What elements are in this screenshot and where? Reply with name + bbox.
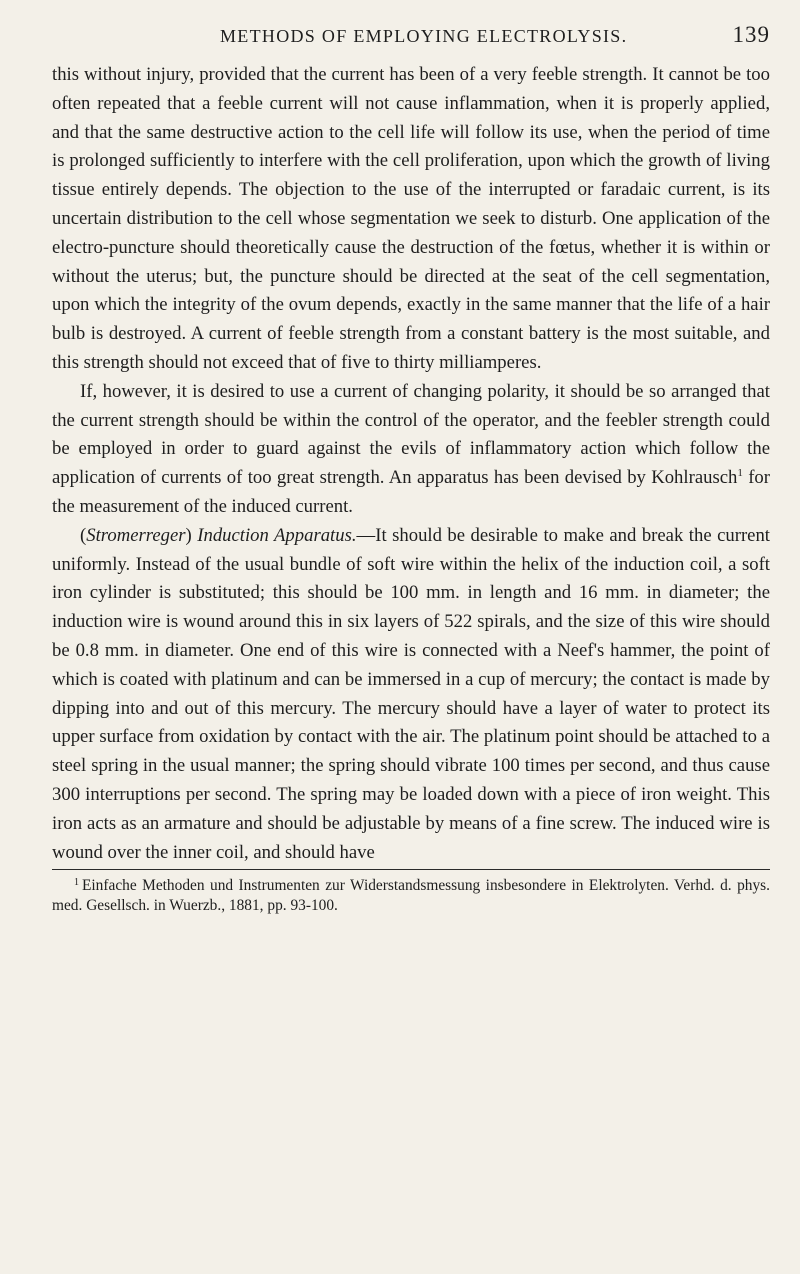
paragraph-3: (Stromerreger) Induction Apparatus.—It should be desirable to make and break the current uniformly. Instead of the usual bundle of soft wire within the helix of the induction coil, a soft iron cylinder is substituted; this should be 100 mm. in length and 16 mm. in diameter; the induction wire is wound around this in six layers of 522 spirals, and the size of this wire should be 0.8 mm. in diameter. One end of this wire is connected with a Neef's hammer, the point of which is coated with platinum and can be immersed in a cup of mercury; the contact is made by dipping into and out of this mercury. The mercury should have a layer of water to protect its upper surface from oxidation by contact with the air. The platinum point should be attached to a steel spring in the usual manner; the spring should vibrate 100 times per second, and thus cause 300 interruptions per second. The spring may be loaded down with a piece of iron weight. This iron acts as an armature and should be adjustable by means of a fine screw. The induced wire is wound over the inner coil, and should have [52,524,771,863]
body-text [52,61,770,867]
paragraph-1 [52,61,770,378]
paragraph-1-text: this without injury, provided that the current has been of a very feeble strength. It cannot be too often repeated that a feeble current will not cause inflammation, when it is properly applied, and that the same destructive action to the cell life will follow its use, when the period of time is prolonged sufficiently to interfere with the cell proliferation, upon which the growth of living tissue entirely depends. The objection to the use of the interrupted or faradaic current, is its uncertain distribution to the cell whose segmentation we seek to disturb. One application of the electro-puncture should theoretically cause the destruction of the fœtus, whether it is within or without the uterus; but, the puncture should be directed at the seat of the cell segmentation, upon which the integrity of the ovum depends, exactly in the same manner that the life of a hair bulb is destroyed. A current of feeble strength from a constant battery is the most suitable, and this strength should not exceed that of five to thirty milliamperes. [52,64,770,373]
running-title: METHODS OF EMPLOYING ELECTROLYSIS. [220,26,628,46]
footnote-divider [52,869,770,870]
book-page [52,18,770,1254]
footnote-mark: 1 [74,877,79,889]
section-term: Stromerreger [86,524,186,546]
paragraph-2-text-end: for the measurement of the induced current. [52,467,771,517]
section-heading: Induction Apparatus. [197,524,357,546]
paragraph-2 [52,378,770,522]
paragraph-2-text-start: If, however, it is desired to use a current of changing polarity, it should be so arranged that the current strength should be within the control of the operator, and the feebler strength could be employed in order to guard against the evils of inflammatory action which follow the application of currents of too great strength. An apparatus has been devised by Kohlrausch [52,380,770,489]
footnote [52,876,770,916]
paragraph-3-text: —It should be desirable to make and break the current uniformly. Instead of the usual bundle of soft wire within the helix of the induction coil, a soft iron cylinder is substituted; this should be 100 mm. in length and 16 mm. in diameter; the induction wire is wound around this in six layers of 522 spirals, and the size of this wire should be 0.8 mm. in diameter. One end of this wire is connected with a Neef's hammer, the point of which is coated with platinum and can be immersed in a cup of mercury; the contact is made by dipping into and out of this mercury. The mercury should have a layer of water to protect its upper surface from oxidation by contact with the air. The platinum point should be attached to a steel spring in the usual manner; the spring should vibrate 100 times per second, and thus cause 300 interruptions per second. The spring may be loaded down with a piece of iron weight. This iron acts as an armature and should be adjustable by means of a fine screw. The induced wire is wound over the inner coil, and should have [52,524,771,863]
footnote-text: Einfache Methoden und Instrumenten zur Widerstandsmessung insbesondere in Elektrolyten. Verhd. d. phys. med. Gesellsch. in Wuerzb., 1881, pp. 93-100. [52,877,770,915]
running-header [52,18,770,52]
footnote-reference: 1 [737,467,743,480]
page-number: 139 [732,22,770,47]
